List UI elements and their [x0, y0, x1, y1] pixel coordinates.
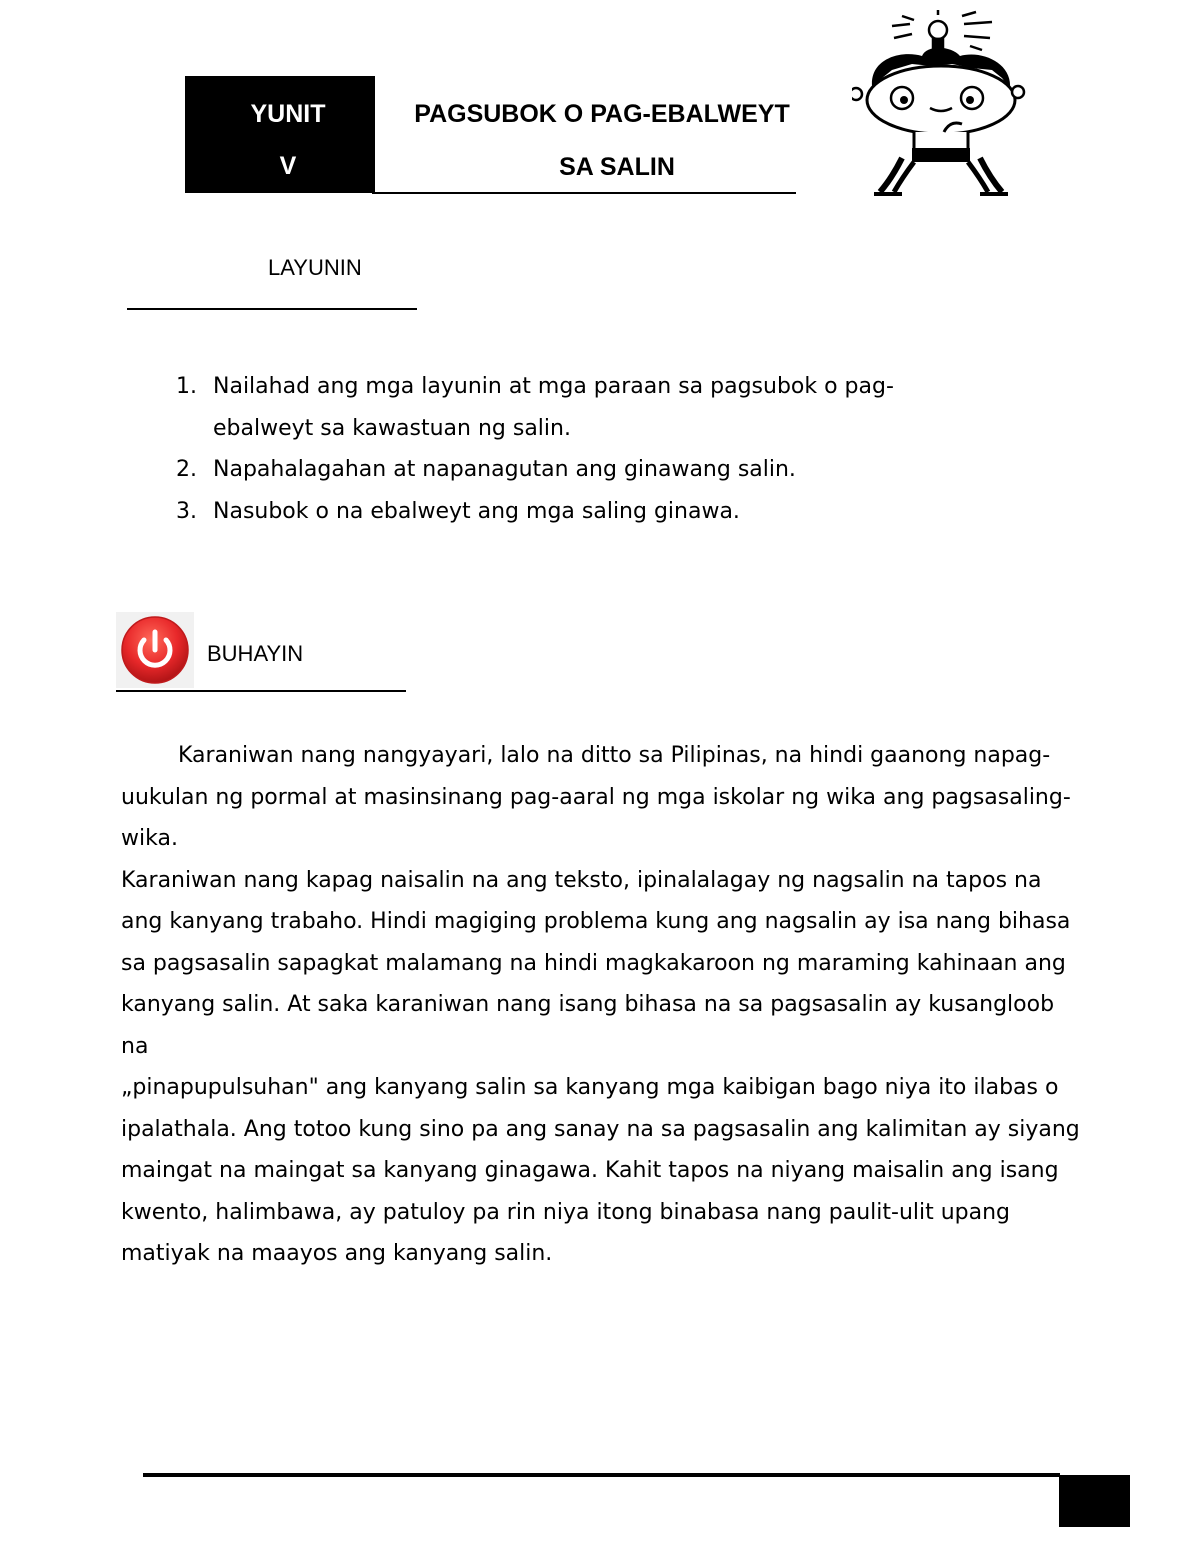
- body-paragraph: [121, 735, 1081, 1275]
- unit-label: YUNIT: [250, 100, 326, 128]
- page-title-line1: PAGSUBOK O PAG-EBALWEYT: [414, 100, 790, 128]
- power-icon: [116, 612, 194, 688]
- list-item-number: 2.: [176, 457, 197, 482]
- objectives-list: [176, 366, 966, 532]
- list-item-number: 1.: [176, 374, 197, 399]
- unit-label-box: [185, 76, 375, 193]
- title-underline: [372, 192, 796, 194]
- list-item: [176, 366, 966, 449]
- section-heading-layunin: LAYUNIN: [268, 255, 362, 280]
- list-item-text: Nailahad ang mga layunin at mga paraan sa pagsubok o pag-ebalweyt sa kawastuan ng salin.: [213, 374, 894, 441]
- unit-number: V: [279, 152, 297, 180]
- paragraph: Karaniwan nang kapag naisalin na ang teksto, ipinalalagay ng nagsalin na tapos na ang kanyang trabaho. Hindi magiging problema kung ang nagsalin ay isa nang bihasa sa pagsasalin sapagkat malamang na hindi magkakaroon ng maraming kahinaan ang kanyang salin. At saka karaniwan nang isang bihasa na sa pagsasalin ay kusangloob na: [121, 867, 1071, 1059]
- list-item: [176, 449, 966, 491]
- paragraph: Karaniwan nang nangyayari, lalo na ditto sa Pilipinas, na hindi gaanong napag-uukulan ng pormal at masinsinang pag-aaral ng mga iskolar ng wika ang pagsasaling-wika.: [121, 743, 1071, 851]
- page-title-line2: SA SALIN: [559, 153, 675, 181]
- list-item: [176, 491, 966, 533]
- section-underline: [127, 308, 417, 310]
- list-item-number: 3.: [176, 498, 197, 524]
- list-item-text: Nasubok o na ebalweyt ang mga saling ginawa.: [213, 498, 740, 524]
- list-item-text: Napahalagahan at napanagutan ang ginawang salin.: [213, 457, 796, 482]
- power-icon-frame: [116, 612, 194, 688]
- paragraph: „pinapupulsuhan" ang kanyang salin sa kanyang mga kaibigan bago niya ito ilabas o ipalathala. Ang totoo kung sino pa ang sanay na sa pagsasalin ang kalimitan ay siyang maingat na maingat sa kanyang ginagawa. Kahit tapos na niyang maisalin ang isang kwento, halimbawa, ay patuloy pa rin niya itong binabasa nang paulit-ulit upang matiyak na maayos ang kanyang salin.: [121, 1075, 1080, 1266]
- footer-page-box: [1059, 1475, 1130, 1527]
- section-underline: [116, 690, 406, 692]
- thinking-boy-lightbulb-icon: [852, 8, 1030, 198]
- footer-rule: [143, 1473, 1060, 1477]
- section-heading-buhayin: BUHAYIN: [207, 641, 304, 666]
